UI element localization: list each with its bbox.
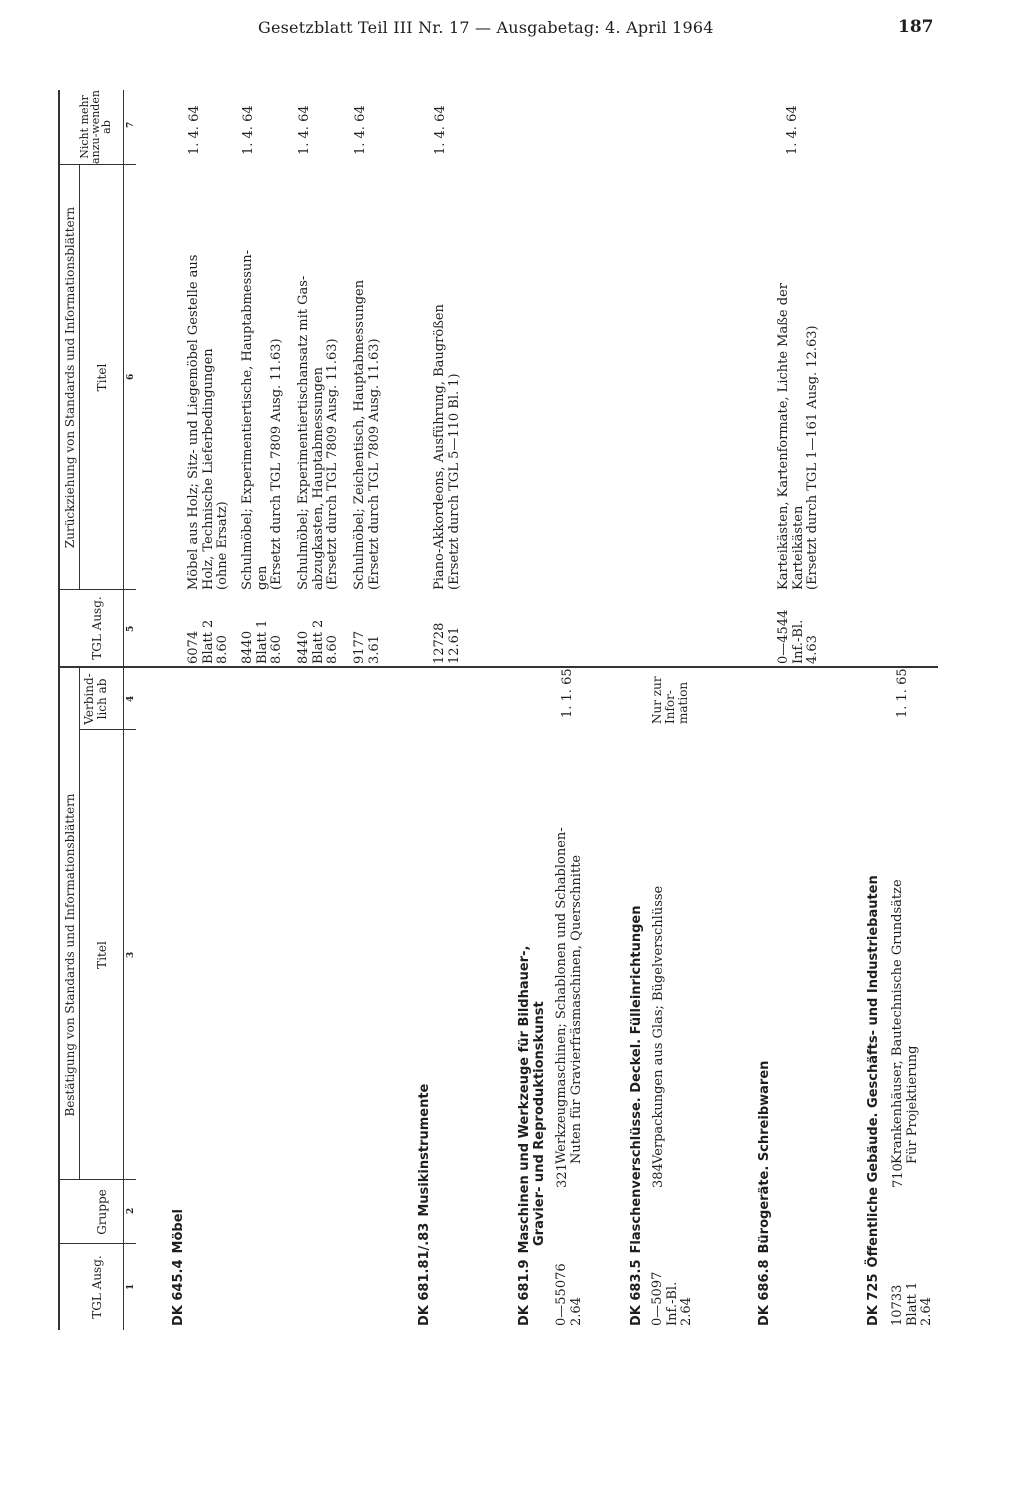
col-num-5: 5 (126, 625, 136, 632)
right-entry-tgl: 12728 12.61 (432, 622, 462, 664)
col-titel-left: Titel (95, 941, 109, 969)
section-heading: DK 725Öffentliche Gebäude. Geschäfts- und Industriebauten (866, 875, 881, 1326)
left-entry-verbindlich: 1. 1. 65 (560, 668, 575, 718)
column-group-divider (58, 666, 938, 668)
left-entry-tgl: 10733 Blatt 1 2.64 (890, 1281, 934, 1326)
right-entry-nicht-mehr: 1. 4. 64 (785, 105, 800, 155)
page-number: 187 (898, 17, 934, 37)
left-caption: Bestätigung von Standards und Informationsblättern (63, 793, 77, 1117)
table-top-rule (58, 90, 60, 1330)
right-entry-titel: Schulmöbel; Experimentiertische, Hauptabmessun- gen (Ersetzt durch TGL 7809 Ausg. 11.63) (240, 249, 284, 590)
left-entry-gruppe: 321 (555, 1163, 570, 1188)
right-entry-titel: Schulmöbel; Zeichentisch, Hauptabmessungen (Ersetzt durch TGL 7809 Ausg. 11.63) (352, 279, 382, 590)
right-entry-tgl: 8440 Blatt 2 8.60 (296, 619, 340, 664)
left-entry-verbindlich: 1. 1. 65 (895, 668, 910, 718)
left-entry-titel: Werkzeugmaschinen; Schablonen und Schablonen- Nuten für Gravierfräsmaschinen, Querschnitte (554, 827, 584, 1164)
col-num-6: 6 (126, 373, 136, 380)
col-num-7: 7 (126, 121, 136, 128)
right-entry-tgl: 6074 Blatt 2 8.60 (186, 619, 230, 664)
section-heading: DK 683.5Flaschenverschlüsse. Deckel. Fülleinrichtungen (629, 905, 644, 1326)
rotated-table (55, 0, 955, 1330)
left-entry-titel: Verpackungen aus Glas; Bügelverschlüsse (651, 885, 666, 1164)
right-caption: Zurückziehung von Standards und Informationsblättern (63, 206, 77, 549)
col-nicht-mehr: Nicht mehr anzu-wenden ab (78, 90, 113, 164)
col-num-1: 1 (126, 1283, 136, 1290)
right-entry-titel: Schulmöbel; Experimentiertischansatz mit Gas- abzugkasten, Hauptabmessungen (Ersetzt durch TGL 7809 Ausg. 11.63) (296, 275, 340, 590)
header-underline-right (123, 90, 124, 666)
right-entry-nicht-mehr: 1. 4. 64 (353, 105, 368, 155)
right-entry-tgl: 9177 3.61 (352, 630, 382, 664)
right-entry-nicht-mehr: 1. 4. 64 (241, 105, 256, 155)
col-gruppe: Gruppe (95, 1189, 109, 1235)
left-entry-verbindlich: Nur zur Infor- mation (650, 676, 690, 724)
right-entry-titel: Möbel aus Holz; Sitz- und Liegemöbel Gestelle aus Holz, Technische Lieferbedingungen (ohne Ersatz) (186, 254, 230, 590)
right-entry-nicht-mehr: 1. 4. 64 (433, 105, 448, 155)
caption-rule-right (79, 165, 80, 590)
right-entry-titel: Karteikästen, Kartenformate, Lichte Maße der Karteikästen (Ersetzt durch TGL 1—161 Ausg. 12.63) (776, 283, 820, 590)
col-tgl-ausg-right: TGL Ausg. (90, 596, 104, 660)
col-verbindlich: Verbind-lich ab (82, 673, 109, 725)
left-entry-tgl: 0—55076 2.64 (554, 1263, 584, 1326)
section-heading-continuation: Gravier- und Reproduktionskunst (532, 1001, 547, 1246)
section-heading: DK 686.8Bürogeräte. Schreibwaren (757, 1060, 772, 1326)
section-heading: DK 681.9Maschinen und Werkzeuge für Bildhauer-, (517, 945, 532, 1326)
right-entry-titel: Piano-Akkordeons, Ausführung, Baugrößen (Ersetzt durch TGL 5—110 Bl. 1) (432, 304, 462, 590)
left-entry-gruppe: 710 (891, 1163, 906, 1188)
right-entry-tgl: 8440 Blatt 1 8.60 (240, 619, 284, 664)
col-tgl-ausg: TGL Ausg. (90, 1255, 104, 1319)
caption-rule-left (79, 668, 80, 1180)
section-heading: DK 645.4Möbel (171, 1209, 186, 1326)
left-entry-tgl: 0—5097 Inf.-Bl. 2.64 (650, 1271, 694, 1326)
section-heading: DK 681.81/.83Musikinstrumente (417, 1083, 432, 1326)
page-header: Gesetzblatt Teil III Nr. 17 — Ausgabetag: 4. April 1964 (258, 18, 714, 37)
left-entry-gruppe: 384 (651, 1163, 666, 1188)
col-num-3: 3 (126, 951, 136, 958)
header-underline-left (123, 668, 124, 1330)
col-num-2: 2 (126, 1207, 136, 1214)
right-entry-nicht-mehr: 1. 4. 64 (187, 105, 202, 155)
left-entry-titel: Krankenhäuser, Bautechnische Grundsätze Für Projektierung (890, 879, 920, 1164)
col-titel-right: Titel (95, 363, 109, 392)
col-num-4: 4 (126, 695, 136, 702)
right-entry-nicht-mehr: 1. 4. 64 (297, 105, 312, 155)
right-entry-tgl: 0—4544 Inf.-Bl. 4.63 (776, 609, 820, 664)
